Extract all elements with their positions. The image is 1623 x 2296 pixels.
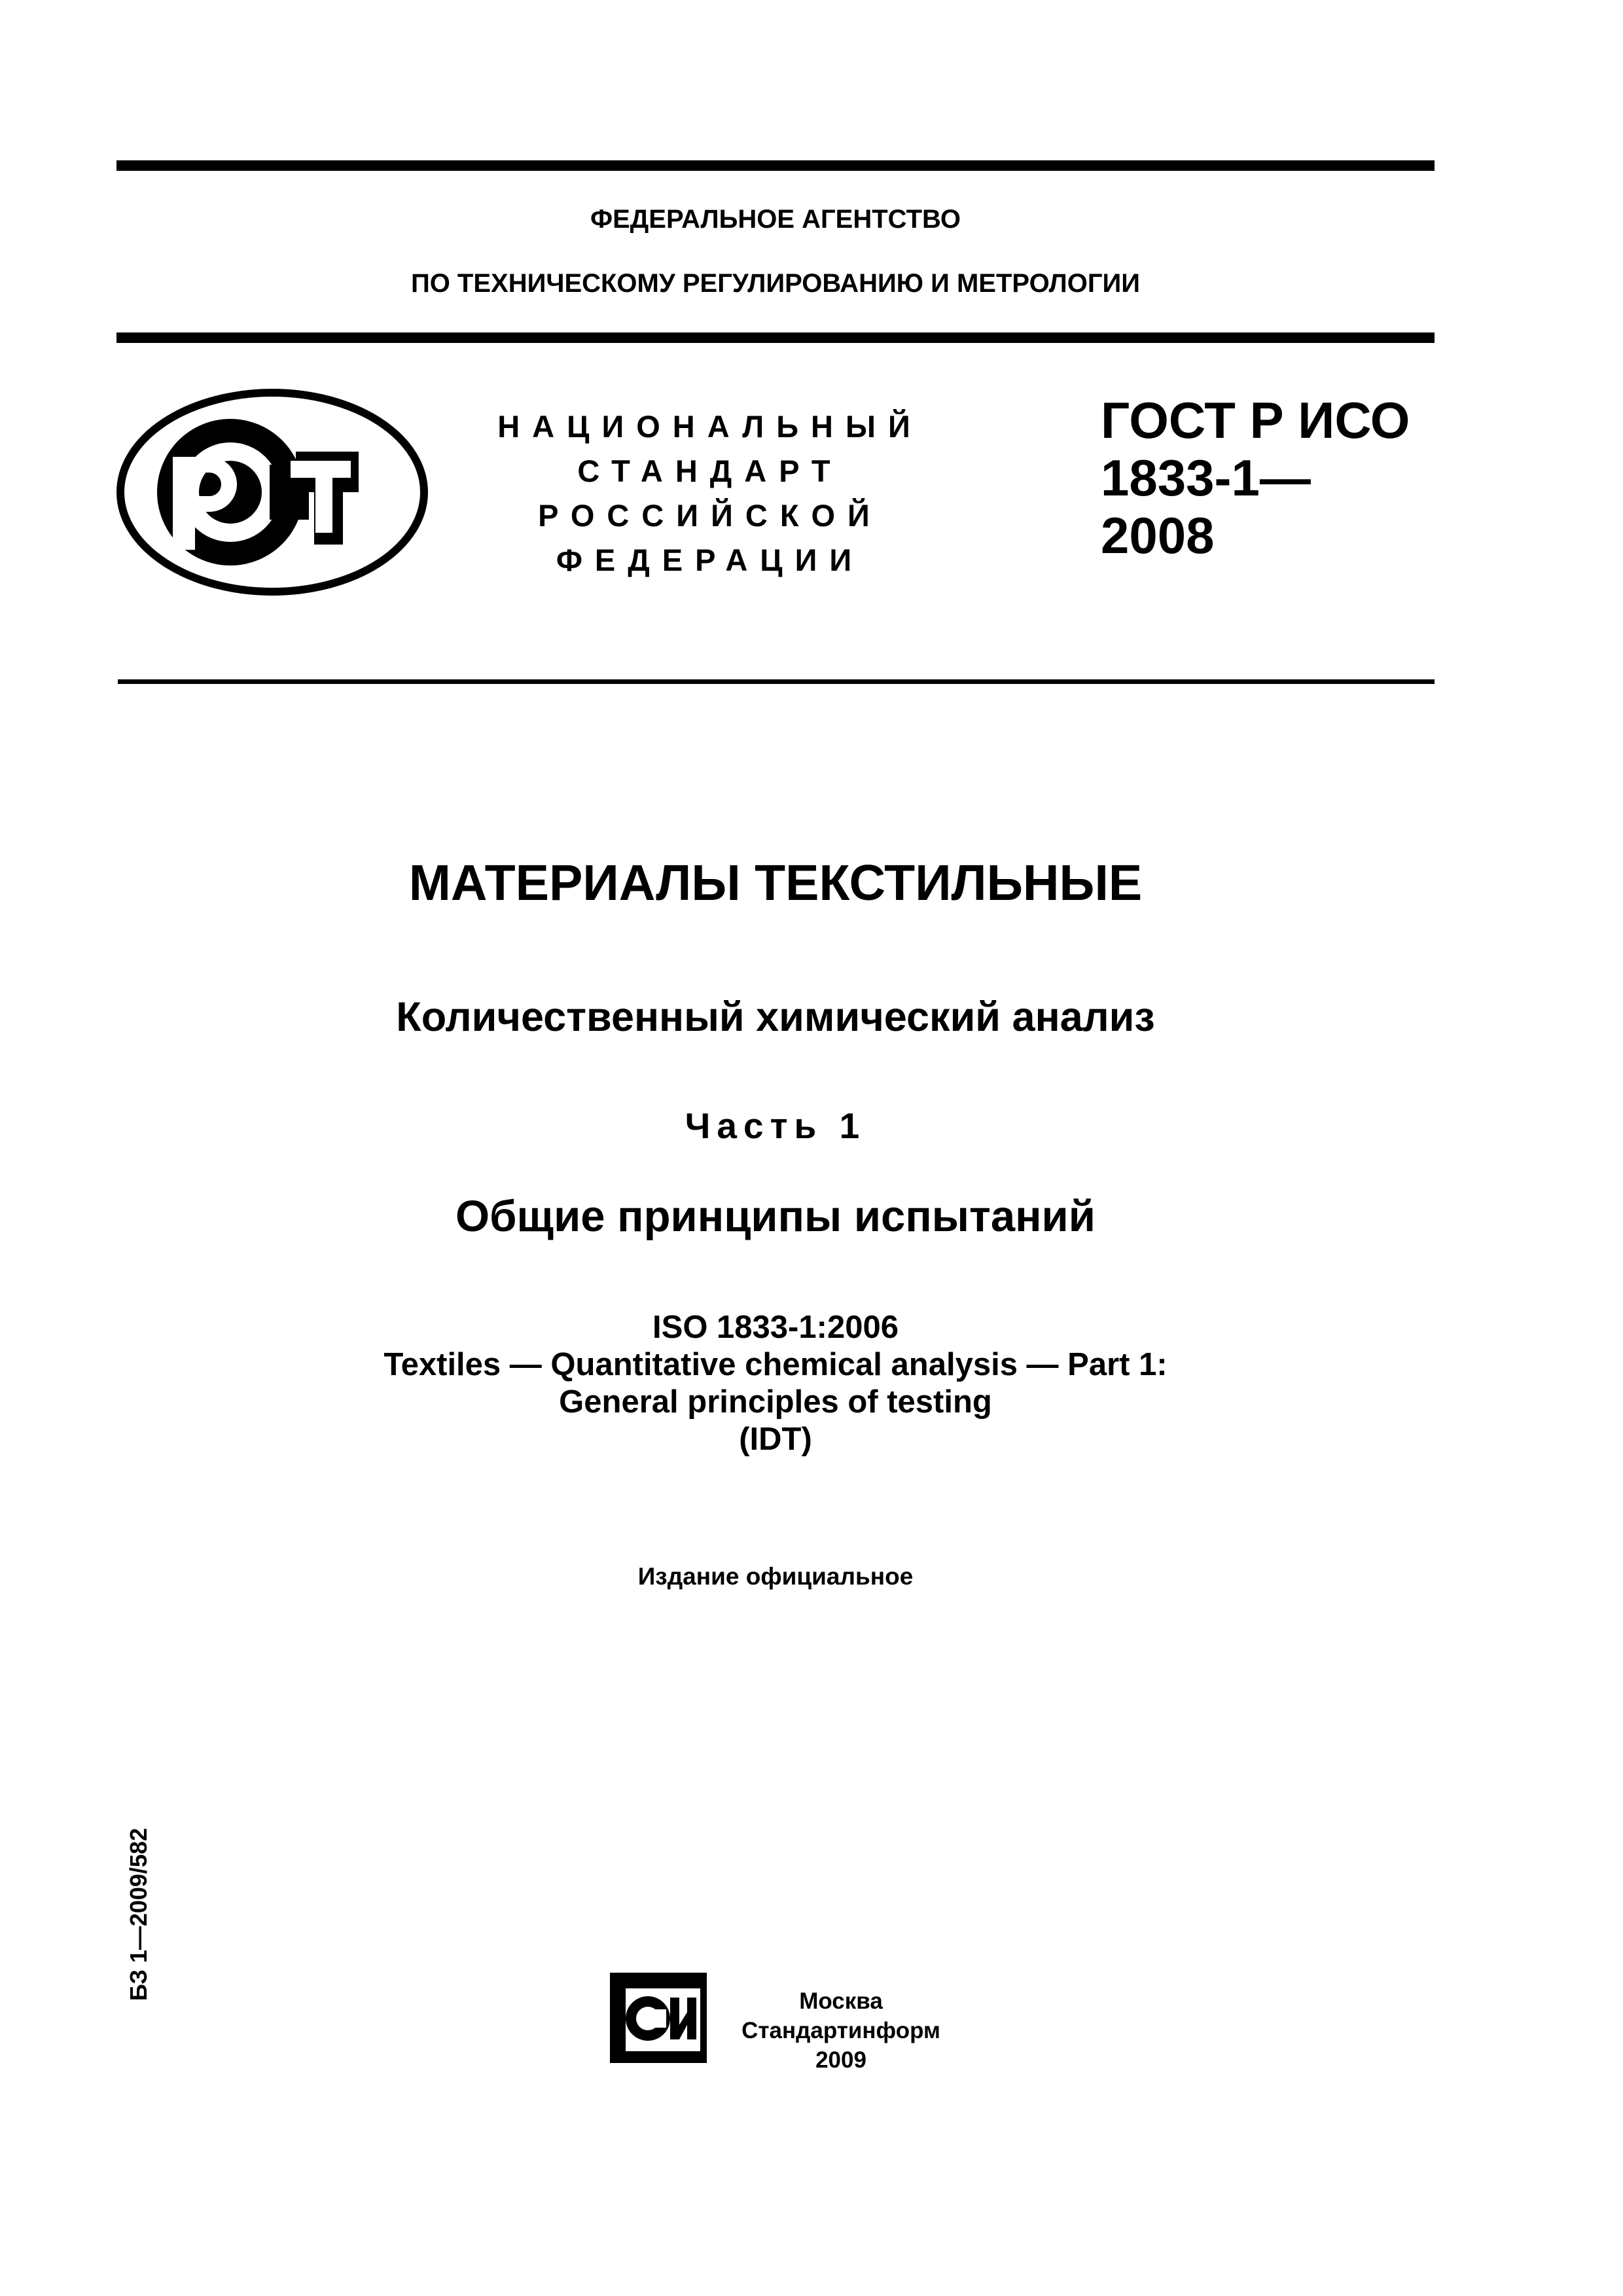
national-standard-line: СТАНДАРТ bbox=[577, 454, 843, 488]
national-standard-line: РОССИЙСКОЙ bbox=[538, 498, 882, 533]
iso-degree: (IDT) bbox=[739, 1422, 812, 1457]
iso-number: ISO 1833-1:2006 bbox=[652, 1310, 899, 1345]
national-standard-label bbox=[481, 404, 939, 583]
national-standard-line: ФЕДЕРАЦИИ bbox=[556, 543, 865, 577]
document-part-title: Общие принципы испытаний bbox=[455, 1192, 1096, 1241]
designation-line-3: 2008 bbox=[1101, 507, 1215, 564]
edition-label: Издание официальное bbox=[637, 1563, 914, 1590]
side-catalog-code: БЗ 1—2009/582 bbox=[125, 1827, 152, 2001]
top-rule bbox=[116, 160, 1435, 171]
publisher-city: Москва bbox=[799, 1988, 883, 2014]
agency-line-1: ФЕДЕРАЛЬНОЕ АГЕНТСТВО bbox=[590, 205, 961, 234]
publisher-year: 2009 bbox=[815, 2047, 866, 2073]
national-standard-line: НАЦИОНАЛЬНЫЙ bbox=[497, 409, 923, 444]
gost-r-mark-icon bbox=[115, 387, 429, 597]
publisher-imprint bbox=[730, 1986, 952, 2075]
document-part: Часть 1 bbox=[685, 1105, 866, 1146]
iso-reference bbox=[0, 1309, 1551, 1458]
bottom-rule bbox=[118, 679, 1435, 684]
designation-line-2: 1833-1— bbox=[1101, 449, 1311, 507]
document-subtitle: Количественный химический анализ bbox=[396, 994, 1155, 1040]
middle-rule bbox=[116, 332, 1435, 343]
designation-line-1: ГОСТ Р ИСО bbox=[1101, 391, 1410, 449]
publisher-name: Стандартинформ bbox=[741, 2018, 940, 2043]
standartinform-icon bbox=[609, 1971, 708, 2064]
document-title: МАТЕРИАЛЫ ТЕКСТИЛЬНЫЕ bbox=[408, 855, 1143, 911]
standard-designation bbox=[1101, 391, 1410, 564]
iso-title-line-2: General principles of testing bbox=[559, 1384, 992, 1420]
iso-title-line-1: Textiles — Quantitative chemical analysis — Part 1: bbox=[383, 1347, 1168, 1382]
agency-line-2: ПО ТЕХНИЧЕСКОМУ РЕГУЛИРОВАНИЮ И МЕТРОЛОГИИ bbox=[410, 269, 1141, 298]
